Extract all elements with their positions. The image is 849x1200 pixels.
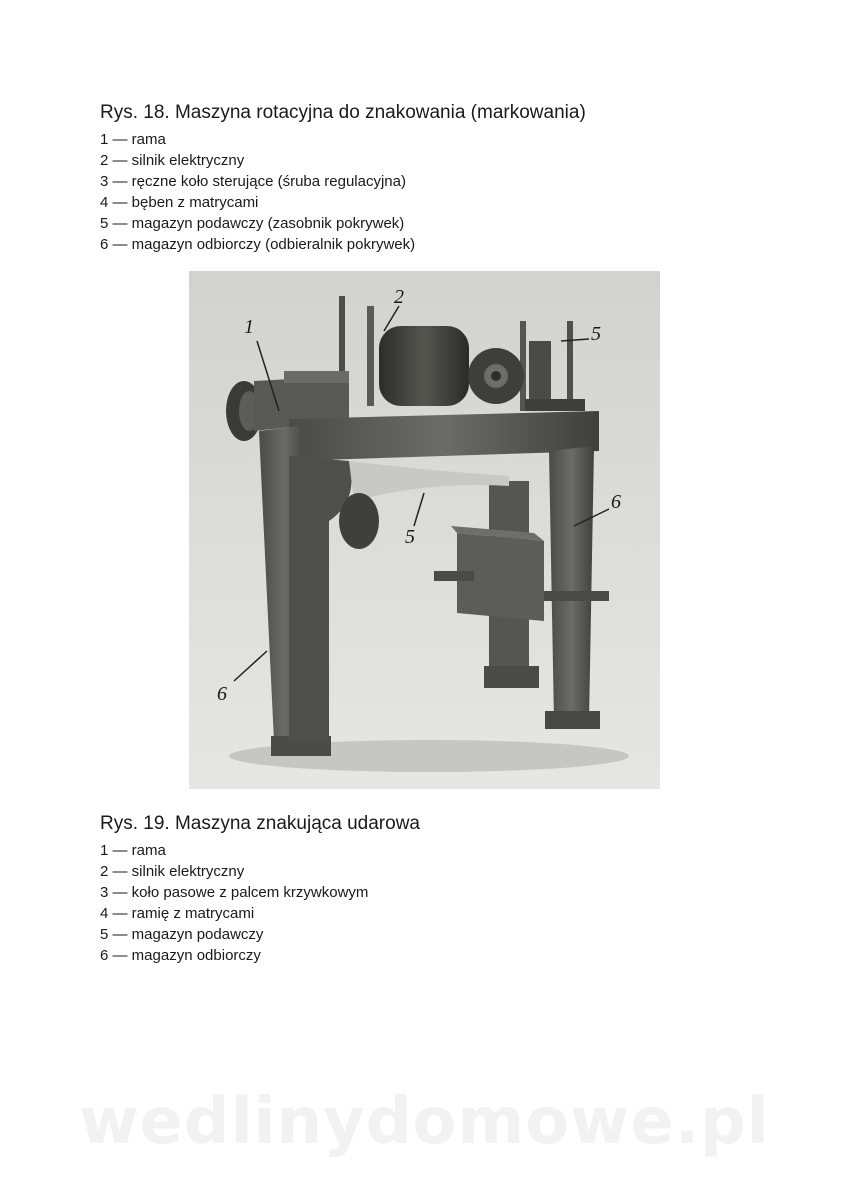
callout-5-top: 5 [591, 323, 601, 345]
legend-item: 4 — bęben z matrycami [100, 194, 259, 211]
legend-item: 1 — rama [100, 131, 166, 148]
legend-item: 2 — silnik elektryczny [100, 152, 245, 169]
figure-19-title: Rys. 19. Maszyna znakująca udarowa [100, 813, 420, 834]
figure-18-caption [100, 101, 586, 255]
callout-6-right: 6 [611, 491, 621, 513]
legend-item: 1 — rama [100, 842, 166, 859]
figure-18-legend [100, 129, 586, 255]
callout-5-center: 5 [405, 526, 415, 548]
figure-18-title: Rys. 18. Maszyna rotacyjna do znakowania (markowania) [100, 102, 586, 123]
callout-1: 1 [244, 316, 254, 338]
legend-item: 2 — silnik elektryczny [100, 863, 245, 880]
legend-item: 3 — koło pasowe z palcem krzywkowym [100, 884, 369, 901]
legend-item: 3 — ręczne koło sterujące (śruba regulacyjna) [100, 173, 406, 190]
legend-item: 4 — ramię z matrycami [100, 905, 255, 922]
figure-19-legend [100, 840, 420, 966]
legend-item: 6 — magazyn odbiorczy (odbieralnik pokrywek) [100, 236, 416, 253]
watermark: wedlinydomowe.pl [79, 1085, 770, 1159]
legend-item: 5 — magazyn podawczy [100, 926, 264, 943]
callout-2: 2 [394, 286, 404, 308]
machine-photo [189, 271, 660, 789]
figure-19-caption [100, 812, 420, 966]
legend-item: 6 — magazyn odbiorczy [100, 947, 261, 964]
callout-6-left: 6 [217, 683, 227, 705]
legend-item: 5 — magazyn podawczy (zasobnik pokrywek) [100, 215, 405, 232]
machine-illustration [189, 271, 660, 789]
